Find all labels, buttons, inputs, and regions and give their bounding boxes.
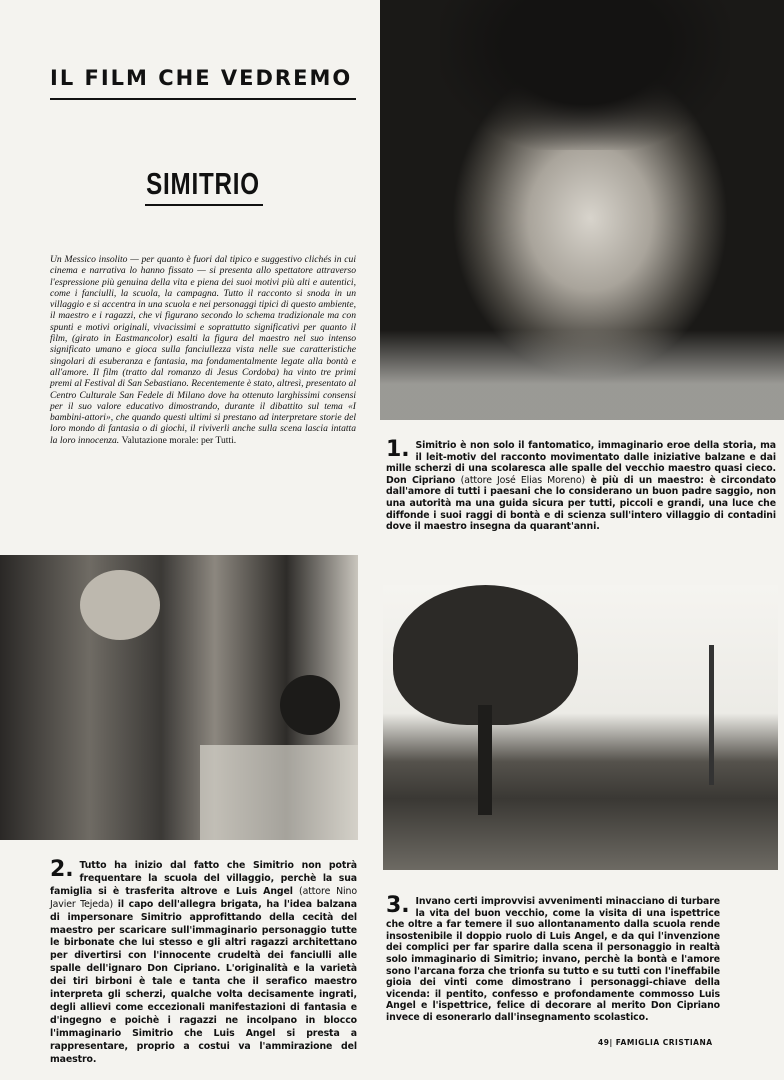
caption-1: 1. Simitrio è non solo il fantomatico, immaginario eroe della storia, ma il leit-motiv del racconto movimentato dalle iniziative balzane e dai mille scherzi di una scolaresca alle spalle del vecchio maestro quasi cieco. Don Cipriano (attore José Elias Moreno) è più di un maestro: è circondato dall'amore di tutti i paesani che lo considerano un buon padre saggio, non una autorità ma una guida sicura per tutti, piccoli e grandi, una luce che diffonde i suoi raggi di bontà e di scienza sull'intero villaggio di contadini dove il maestro insegna da quarant'anni.	[386, 437, 776, 533]
moral-rating: Valutazione morale: per Tutti.	[121, 434, 237, 446]
section-kicker: IL FILM CHE VEDREMO	[50, 66, 353, 90]
photo-boy-portrait	[380, 0, 784, 420]
photo-village-field	[383, 585, 778, 870]
page-number: 49	[598, 1038, 610, 1047]
film-title: SIMITRIO	[146, 166, 260, 201]
intro-article	[50, 254, 356, 446]
page-footer: 49| FAMIGLIA CRISTIANA	[598, 1038, 713, 1047]
title-rule	[145, 204, 263, 206]
intro-text: Un Messico insolito — per quanto è fuori dal tipico e suggestivo clichés in cui cinema e narrativa lo hanno fissato — si presenta allo spettatore attraverso l'espressione più genuina della vita e piena dei suoi motivi più alti e autentici, come i fanciulli, la scuola, la campagna. Tutto il racconto si snoda in un villaggio e si accentra in una scuola e nei personaggi tipici di questo ambiente, il maestro e i ragazzi, che vi figurano secondo lo schema tradizionale ma con spunti e motivi originali, vivacissimi e soprattutto significativi per quanto il film, (girato in Eastmancolor) esalti la figura del maestro nel suo intenso significato umano e gioca sulla fanciullezza vista nelle sue caratteristiche singolari di esuberanza e fantasia, ma fondamentalmente legate alla bontà e all'amore. Il film (tratto dal romanzo di Jesus Cordoba) ha vinto tre primi premi al Festival di San Sebastiano. Recentemente è stato, altresì, presentato al Centro Culturale San Fedele di Milano dove ha ottenuto larghissimi consensi per il suo valore educativo dimostrando, durante il dibattito sul tema «I bambini-attori», che quando questi ultimi si prestano ad interpretare storie del loro mondo di fantasia o di giochi, il riviverli anche sulla scena lascia intatta la loro innocenza.	[50, 254, 356, 446]
caption-2: 2. Tutto ha inizio dal fatto che Simitrio non potrà frequentare la scuola del villaggio, perchè la sua famiglia si è trasferita altrove e Luis Angel (attore Nino Javier Tejeda) il capo dell'allegra brigata, ha l'idea balzana di impersonare Simitrio approfittando della cecità del maestro per scaricare sull'immaginario personaggio tutte le birbonate che lui stesso e gli altri ragazzi architettano per divertirsi con l'innocente crudeltà dei fanciulli alle spalle dell'ignaro Don Cipriano. L'originalità e la varietà dei tiri birboni è tale e tanta che il serafico maestro interpreta gli scherzi, qualche volta decisamente ingrati, degli allievi come eccezionali manifestazioni di fantasia e d'ingegno e poichè i ragazzi ne incolpano in blocco l'immaginario Simitrio che Luis Angel si presta a rappresentare, proprio a costui va l'ammirazione del maestro.	[50, 857, 357, 1065]
magazine-name: FAMIGLIA CRISTIANA	[615, 1038, 713, 1047]
photo-maestro-class	[0, 555, 358, 840]
caption-3: 3. Invano certi improvvisi avvenimenti minacciano di turbare la vita del buon vecchio, come la visita di una ispettrice che oltre a far temere il suo allontanamento dalla scuola rende insostenibile il doppio ruolo di Luis Angel, e da qui l'invenzione dei complici per far sparire dalla scena il personaggio in realtà solo immaginario di Simitrio; invano, perchè la bontà e l'amore sono l'arcana forza che trionfa su tutto e su tutti con l'ineffabile gioia dei vinti come dimostrano i personaggi-chiave della vicenda: il pentito, confesso e profondamente commosso Luis Angel e l'ispettrice, felice di decorare al merito Don Cipriano invece di esonerarlo dall'insegnamento scolastico.	[386, 893, 720, 1023]
kicker-rule	[50, 98, 356, 100]
